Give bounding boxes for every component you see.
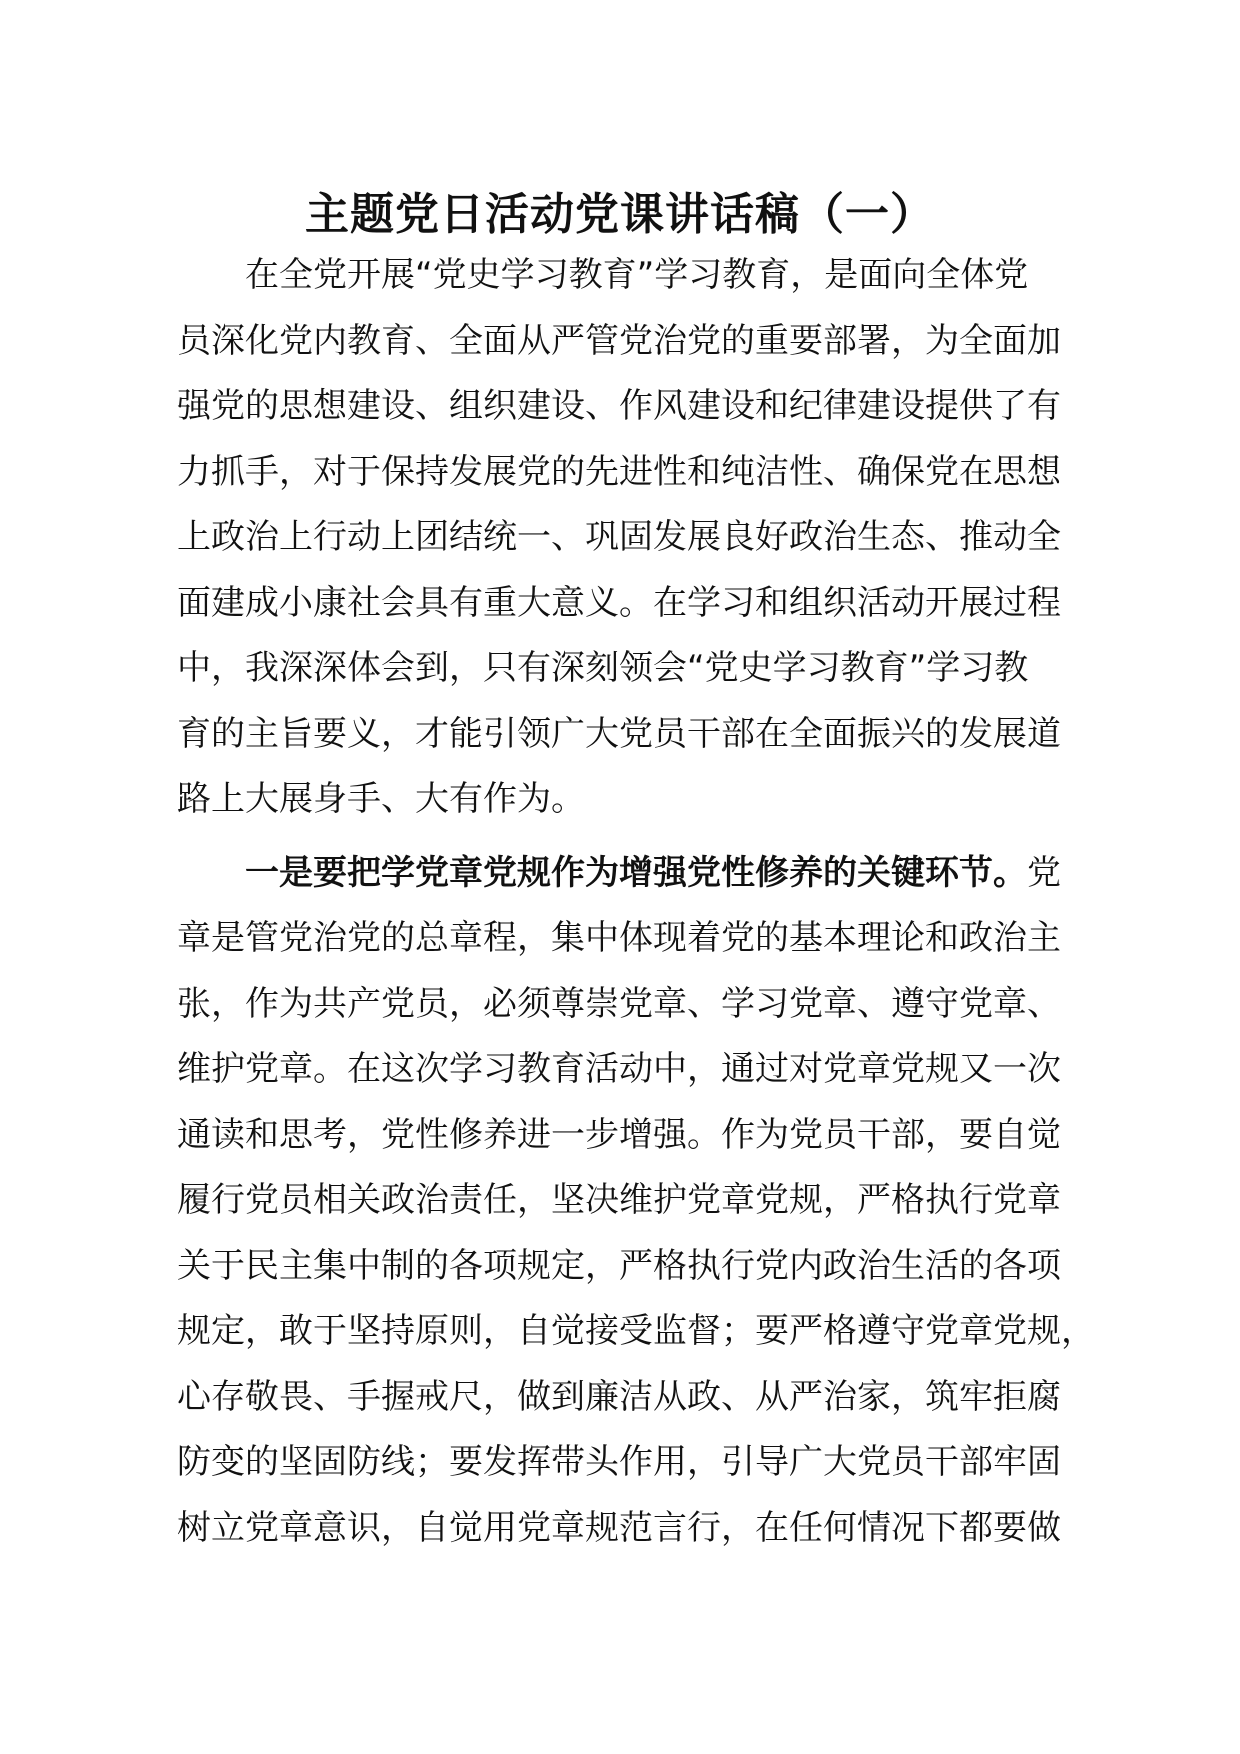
paragraph-2-line: 防变的坚固防线；要发挥带头作用，引导广大党员干部牢固	[177, 1442, 1061, 1482]
paragraph-1-line: 中，我深深体会到，只有深刻领会“党史学习教育”学习教	[177, 648, 1029, 688]
paragraph-1-line: 力抓手，对于保持发展党的先进性和纯洁性、确保党在思想	[177, 451, 1061, 492]
paragraph-2-line: 树立党章意识，自觉用党章规范言行，在任何情况下都要做	[177, 1507, 1061, 1548]
paragraph-2-line: 规定，敢于坚持原则，自觉接受监督；要严格遵守党章党规，	[177, 1311, 1095, 1351]
document-body	[177, 243, 1095, 1561]
paragraph-2-first-line-rest: 党	[1027, 852, 1061, 893]
paragraph-1-line: 路上大展身手、大有作为。	[177, 779, 585, 819]
paragraph-2-line: 张，作为共产党员，必须尊崇党章、学习党章、遵守党章、	[177, 983, 1061, 1024]
paragraph-2-line: 通读和思考，党性修养进一步增强。作为党员干部，要自觉	[177, 1114, 1061, 1155]
paragraph-2-line: 维护党章。在这次学习教育活动中，通过对党章党规又一次	[177, 1049, 1061, 1089]
paragraph-2-line: 关于民主集中制的各项规定，严格执行党内政治生活的各项	[177, 1245, 1061, 1286]
paragraph-1-line: 上政治上行动上团结统一、巩固发展良好政治生态、推动全	[177, 517, 1061, 557]
paragraph-1-line: 强党的思想建设、组织建设、作风建设和纪律建设提供了有	[177, 386, 1061, 426]
document-title: 主题党日活动党课讲话稿（一）	[305, 189, 935, 240]
paragraph-1-line: 在全党开展“党史学习教育”学习教育，是面向全体党	[245, 255, 1029, 295]
paragraph-1-line: 员深化党内教育、全面从严管党治党的重要部署，为全面加	[177, 320, 1061, 361]
paragraph-2-line: 履行党员相关政治责任，坚决维护党章党规，严格执行党章	[177, 1180, 1061, 1220]
paragraph-2-first-line	[177, 841, 1087, 907]
paragraph-2-line: 章是管党治党的总章程，集中体现着党的基本理论和政治主	[177, 918, 1061, 958]
paragraph-1-line: 面建成小康社会具有重大意义。在学习和组织活动开展过程	[177, 582, 1061, 623]
paragraph-2-heading: 一是要把学党章党规作为增强党性修养的关键环节。	[245, 852, 1027, 893]
paragraph-2-line: 心存敬畏、手握戒尺，做到廉洁从政、从严治家，筑牢拒腐	[177, 1376, 1061, 1417]
paragraph-1-line: 育的主旨要义，才能引领广大党员干部在全面振兴的发展道	[177, 713, 1061, 754]
